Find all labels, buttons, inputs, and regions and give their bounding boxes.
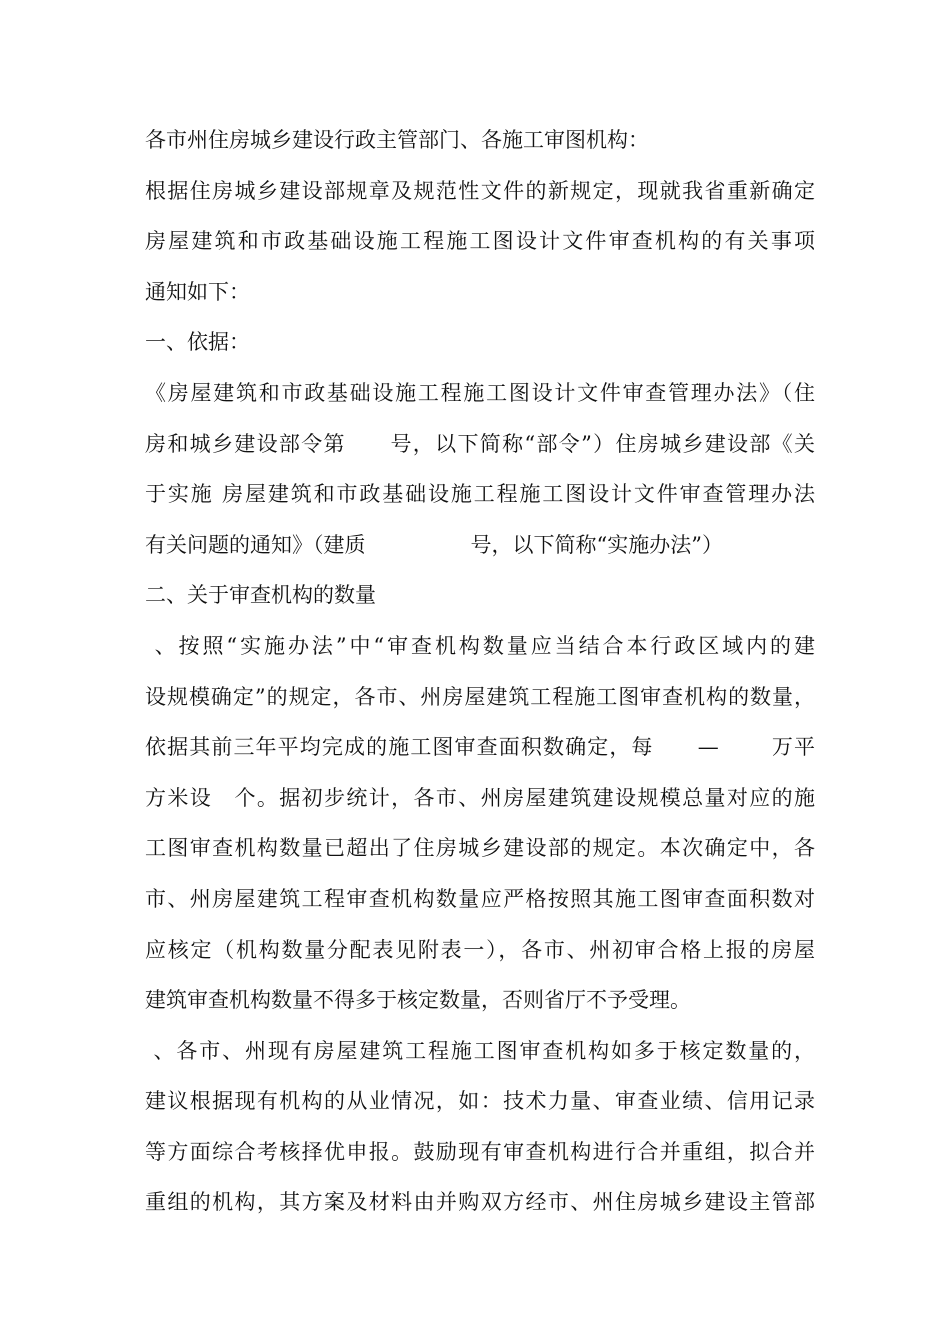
paragraph-line: 设规模确定”的规定，各市、州房屋建筑工程施工图审查机构的数量， xyxy=(145,684,815,709)
paragraph-line: 重组的机构，其方案及材料由并购双方经市、州住房城乡建设主管部 xyxy=(145,1190,815,1215)
paragraph-line: 通知如下： xyxy=(145,279,250,304)
salutation-line: 各市州住房城乡建设行政主管部门、各施工审图机构： xyxy=(145,128,649,152)
paragraph-line: 根据住房城乡建设部规章及规范性文件的新规定，现就我省重新确定 xyxy=(145,178,815,203)
paragraph-line: 、按照“实施办法”中“审查机构数量应当结合本行政区域内的建 xyxy=(145,633,815,658)
paragraph-line: 建筑审查机构数量不得多于核定数量，否则省厅不予受理。 xyxy=(145,988,691,1013)
paragraph-line: 房和城乡建设部令第 号，以下简称“部令”）住房城乡建设部《关 xyxy=(145,431,815,456)
section-heading: 二、关于审查机构的数量 xyxy=(145,583,376,608)
paragraph-line: 依据其前三年平均完成的施工图审查面积数确定，每 — 万平 xyxy=(145,735,815,760)
paragraph-line: 应核定（机构数量分配表见附表一），各市、州初审合格上报的房屋 xyxy=(145,937,815,962)
paragraph-line: 、各市、州现有房屋建筑工程施工图审查机构如多于核定数量的， xyxy=(145,1038,815,1063)
paragraph-line: 建议根据现有机构的从业情况，如：技术力量、审查业绩、信用记录 xyxy=(145,1089,815,1114)
paragraph-line: 方米设 个。据初步统计，各市、州房屋建筑建设规模总量对应的施 xyxy=(145,785,815,810)
paragraph-line: 房屋建筑和市政基础设施工程施工图设计文件审查机构的有关事项 xyxy=(145,229,815,254)
paragraph-line: 等方面综合考核择优申报。鼓励现有审查机构进行合并重组，拟合并 xyxy=(145,1139,815,1164)
paragraph-line: 工图审查机构数量已超出了住房城乡建设部的规定。本次确定中，各 xyxy=(145,836,815,861)
document-body xyxy=(145,115,815,1228)
paragraph-line: 《房屋建筑和市政基础设施工程施工图设计文件审查管理办法》（住 xyxy=(145,380,815,405)
paragraph-line: 于实施 房屋建筑和市政基础设施工程施工图设计文件审查管理办法 xyxy=(145,482,815,507)
paragraph-line: 有关问题的通知》（建质 号，以下简称“实施办法”） xyxy=(145,532,723,557)
section-heading: 一、依据： xyxy=(145,330,250,355)
paragraph-line: 市、州房屋建筑工程审查机构数量应严格按照其施工图审查面积数对 xyxy=(145,886,815,911)
